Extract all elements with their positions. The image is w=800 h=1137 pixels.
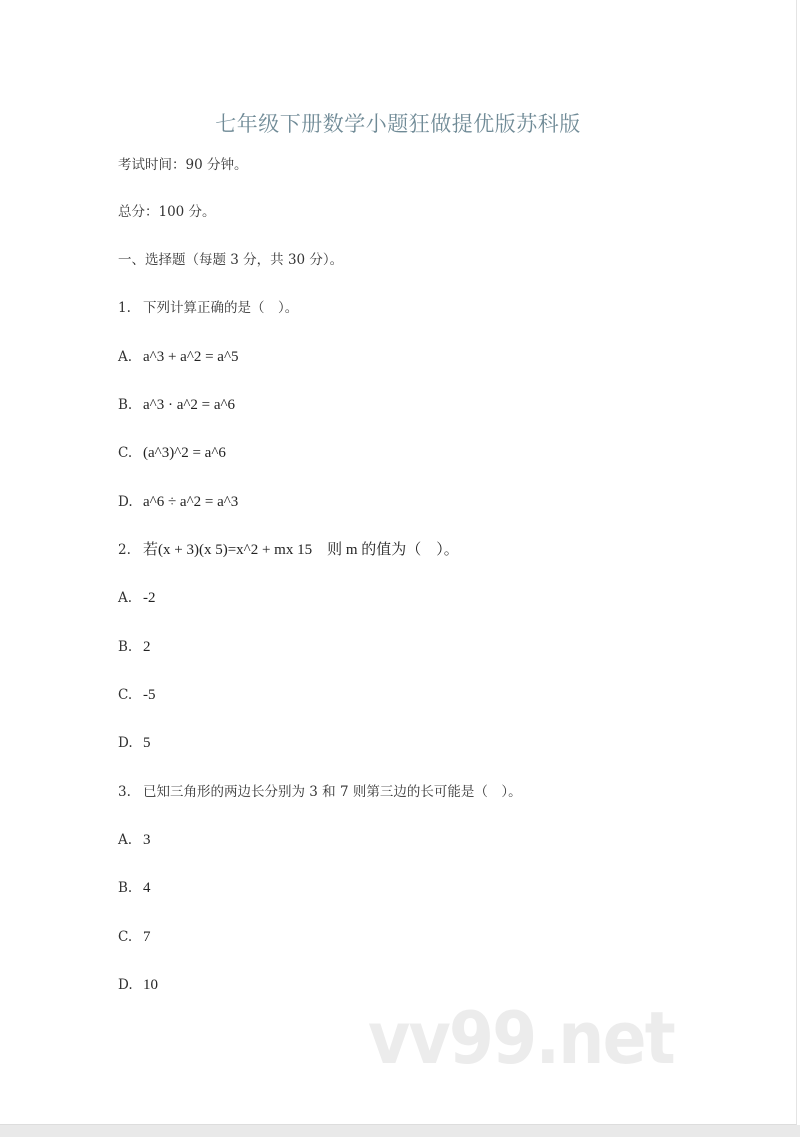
question-stem: 下列计算正确的是（ ）。 bbox=[143, 300, 299, 316]
option bbox=[118, 879, 151, 897]
watermark: vv99.net bbox=[368, 996, 674, 1080]
option-text: 5 bbox=[143, 735, 151, 751]
option-text: 10 bbox=[143, 977, 158, 993]
option bbox=[118, 638, 151, 656]
option bbox=[118, 444, 226, 462]
option bbox=[118, 831, 151, 849]
question-stem: 已知三角形的两边长分别为 3 和 7 则第三边的长可能是（ ）。 bbox=[143, 784, 522, 800]
option bbox=[118, 348, 239, 366]
option-label: A. bbox=[118, 590, 133, 606]
option-label: B. bbox=[118, 639, 133, 655]
option bbox=[118, 686, 156, 704]
option-text: a^3 + a^2 = a^5 bbox=[143, 349, 239, 365]
section-heading: 一、选择题（每题 3 分，共 30 分）。 bbox=[118, 252, 344, 268]
option-label: A. bbox=[118, 349, 133, 365]
total-score: 总分：100 分。 bbox=[118, 204, 216, 220]
question-number: 1. bbox=[118, 300, 131, 316]
option-label: D. bbox=[118, 735, 133, 751]
question-3 bbox=[118, 783, 522, 801]
option bbox=[118, 396, 235, 414]
page-bottom-edge bbox=[0, 1125, 800, 1137]
exam-time: 考试时间：90 分钟。 bbox=[118, 157, 248, 173]
option-text: a^3 · a^2 = a^6 bbox=[143, 397, 236, 413]
option bbox=[118, 734, 151, 752]
option-label: C. bbox=[118, 445, 133, 461]
option-text: 7 bbox=[143, 929, 151, 945]
option-text: 3 bbox=[143, 832, 151, 848]
option-label: B. bbox=[118, 880, 133, 896]
option-text: -5 bbox=[143, 687, 156, 703]
question-1 bbox=[118, 299, 298, 317]
option-text: 2 bbox=[143, 639, 151, 655]
option-text: 4 bbox=[143, 880, 151, 896]
option bbox=[118, 589, 156, 607]
option-label: C. bbox=[118, 687, 133, 703]
option bbox=[118, 493, 238, 511]
option-text: -2 bbox=[143, 590, 156, 606]
option-label: D. bbox=[118, 977, 133, 993]
option-label: C. bbox=[118, 929, 133, 945]
question-number: 2. bbox=[118, 542, 131, 558]
option-label: B. bbox=[118, 397, 133, 413]
document-title: 七年级下册数学小题狂做提优版苏科版 bbox=[215, 112, 581, 136]
option bbox=[118, 928, 151, 946]
option bbox=[118, 976, 158, 994]
option-label: D. bbox=[118, 494, 133, 510]
option-text: a^6 ÷ a^2 = a^3 bbox=[143, 494, 239, 510]
question-2 bbox=[118, 541, 459, 559]
question-stem: 若(x + 3)(x 5)=x^2 + mx 15 则 m 的值为（ ）。 bbox=[143, 542, 459, 558]
question-number: 3. bbox=[118, 784, 131, 800]
option-label: A. bbox=[118, 832, 133, 848]
option-text: (a^3)^2 = a^6 bbox=[143, 445, 226, 461]
